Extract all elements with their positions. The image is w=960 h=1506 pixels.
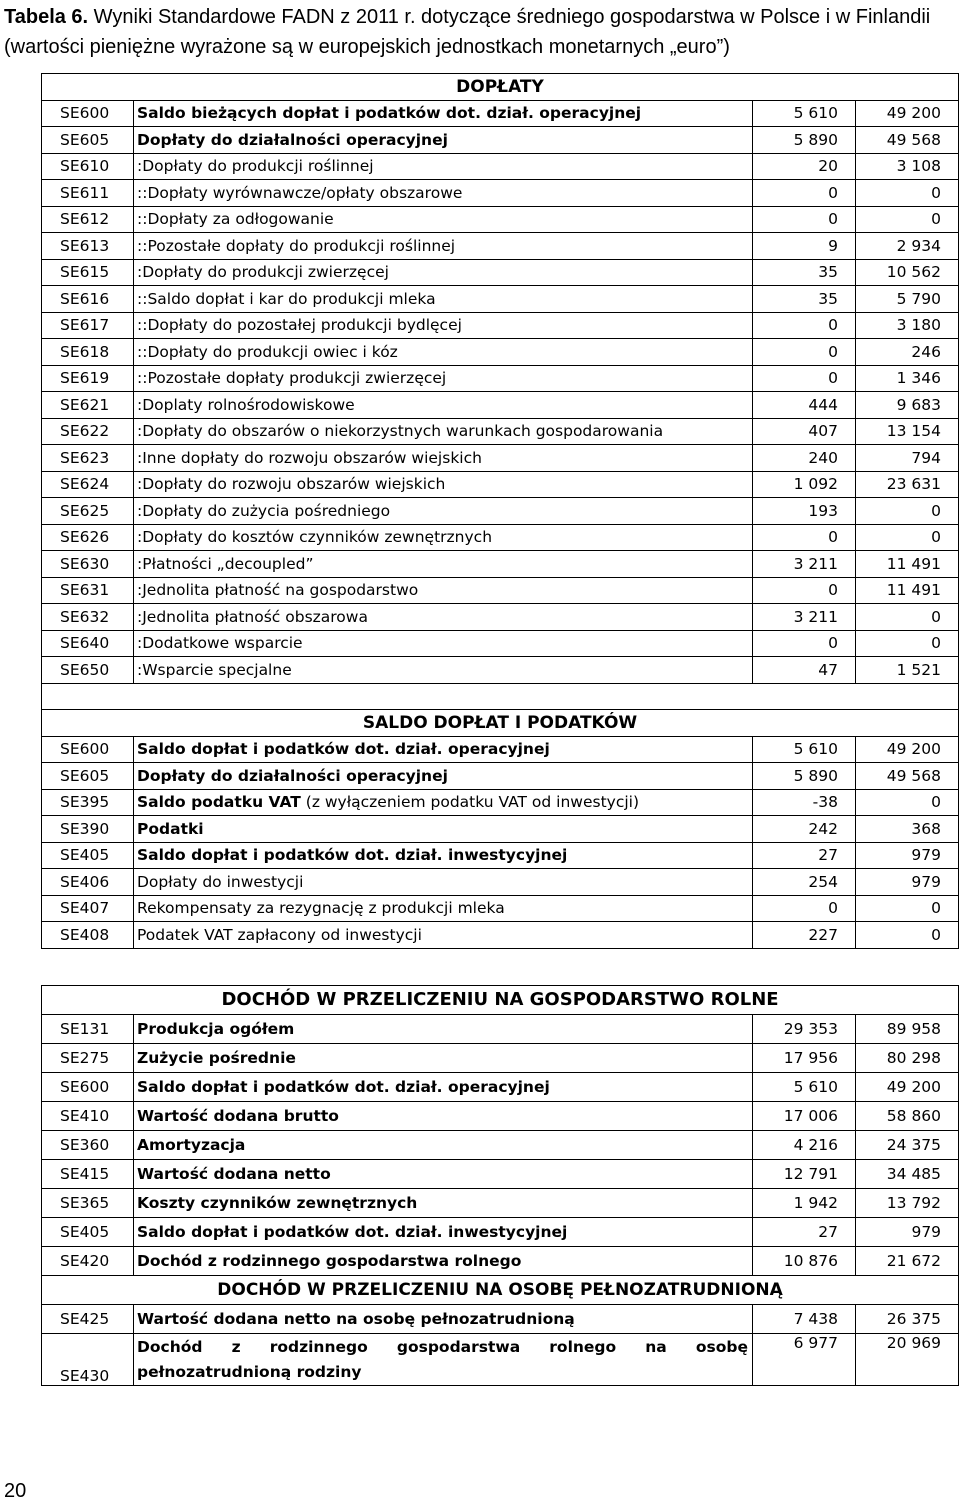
row-code: SE410 <box>42 1102 134 1131</box>
value-finland: 49 568 <box>856 127 959 154</box>
row-label <box>134 816 753 843</box>
row-code: SE615 <box>42 259 134 286</box>
row-code: SE395 <box>42 789 134 816</box>
row-label-text: :Dopłaty do obszarów o niekorzystnych warunkach gospodarowania <box>137 422 664 441</box>
row-label <box>134 524 753 551</box>
subsection-header <box>42 1276 959 1305</box>
table-row <box>42 1015 959 1044</box>
row-label <box>134 895 753 922</box>
row-code: SE632 <box>42 604 134 631</box>
row-label <box>134 1015 753 1044</box>
row-label-text: :Dopłaty do kosztów czynników zewnętrznych <box>137 528 493 547</box>
subsection-title: DOCHÓD W PRZELICZENIU NA OSOBĘ PEŁNOZATRUDNIONĄ <box>42 1276 959 1305</box>
row-label <box>134 127 753 154</box>
row-label <box>134 736 753 763</box>
row-label <box>134 604 753 631</box>
row-label <box>134 312 753 339</box>
section-header <box>42 74 959 101</box>
row-code: SE610 <box>42 153 134 180</box>
value-poland: 0 <box>753 524 856 551</box>
table-row <box>42 1073 959 1102</box>
value-poland: 240 <box>753 445 856 472</box>
value-finland: 1 521 <box>856 657 959 684</box>
row-label-text: Dopłaty do działalności operacyjnej <box>137 766 448 785</box>
row-code: SE618 <box>42 339 134 366</box>
table-row <box>42 180 959 207</box>
value-finland: 0 <box>856 922 959 949</box>
row-label-text: Dopłaty do działalności operacyjnej <box>137 130 448 149</box>
value-finland: 0 <box>856 206 959 233</box>
value-poland: 35 <box>753 259 856 286</box>
value-finland: 10 562 <box>856 259 959 286</box>
section-header <box>42 710 959 737</box>
row-label <box>134 1189 753 1218</box>
row-label <box>134 1160 753 1189</box>
row-code: SE425 <box>42 1305 134 1334</box>
section-header <box>42 986 959 1015</box>
value-poland: 5 610 <box>753 736 856 763</box>
caption-label: Tabela 6. <box>4 6 89 28</box>
row-label-text: :Doplaty rolnośrodowiskowe <box>137 395 355 414</box>
row-label-text: Wartość dodana netto na osobę pełnozatrudnioną <box>137 1310 575 1328</box>
row-code: SE631 <box>42 577 134 604</box>
table-row <box>42 312 959 339</box>
row-label-text: :Jednolita płatność obszarowa <box>137 607 368 626</box>
row-code: SE612 <box>42 206 134 233</box>
row-label-text: ::Dopłaty do pozostałej produkcji bydlęcej <box>137 316 462 335</box>
row-label <box>134 1218 753 1247</box>
value-poland: 17 006 <box>753 1102 856 1131</box>
row-label-text: Podatki <box>137 819 204 838</box>
value-poland: 12 791 <box>753 1160 856 1189</box>
value-poland: 0 <box>753 365 856 392</box>
row-label <box>134 153 753 180</box>
value-finland: 979 <box>856 869 959 896</box>
value-poland: 27 <box>753 1218 856 1247</box>
row-label <box>134 1334 753 1386</box>
value-poland: 444 <box>753 392 856 419</box>
row-label-text: :Wsparcie specjalne <box>137 660 292 679</box>
value-finland: 246 <box>856 339 959 366</box>
row-code: SE365 <box>42 1189 134 1218</box>
row-label-text: Produkcja ogółem <box>137 1020 295 1038</box>
subsidies-table <box>41 73 959 710</box>
value-poland: 29 353 <box>753 1015 856 1044</box>
row-label <box>134 1102 753 1131</box>
table-row <box>42 630 959 657</box>
row-label-text: :Dodatkowe wsparcie <box>137 634 303 653</box>
row-label <box>134 789 753 816</box>
value-poland: 193 <box>753 498 856 525</box>
table-row <box>42 1334 959 1386</box>
caption-text: Wyniki Standardowe FADN z 2011 r. dotyczące średniego gospodarstwa w Polsce i w Finlandii (wartości pieniężne wyrażone są w europejskich jednostkach monetarnych „euro”) <box>4 6 931 58</box>
value-poland: 0 <box>753 895 856 922</box>
row-label-text: Saldo dopłat i podatków dot. dział. inwestycyjnej <box>137 1223 568 1241</box>
value-poland: 10 876 <box>753 1247 856 1276</box>
table-row <box>42 524 959 551</box>
row-code: SE406 <box>42 869 134 896</box>
value-finland: 24 375 <box>856 1131 959 1160</box>
table-row <box>42 100 959 127</box>
row-label-text: :Dopłaty do produkcji roślinnej <box>137 157 374 176</box>
row-label <box>134 233 753 260</box>
value-finland: 49 200 <box>856 736 959 763</box>
value-finland: 979 <box>856 842 959 869</box>
row-label-text: :Dopłaty do produkcji zwierzęcej <box>137 263 389 282</box>
row-code: SE131 <box>42 1015 134 1044</box>
row-label-note: (z wyłączeniem podatku VAT od inwestycji) <box>300 793 640 812</box>
value-poland: 1 942 <box>753 1189 856 1218</box>
value-poland: 3 211 <box>753 551 856 578</box>
income-table <box>41 985 959 1386</box>
row-label-text: :Jednolita płatność na gospodarstwo <box>137 581 419 600</box>
row-code: SE600 <box>42 100 134 127</box>
table-row <box>42 789 959 816</box>
value-poland: 47 <box>753 657 856 684</box>
row-code: SE613 <box>42 233 134 260</box>
value-poland: 1 092 <box>753 471 856 498</box>
row-label-text: Saldo dopłat i podatków dot. dział. operacyjnej <box>137 740 550 759</box>
row-label <box>134 551 753 578</box>
row-label <box>134 418 753 445</box>
value-finland: 0 <box>856 524 959 551</box>
table-row <box>42 1102 959 1131</box>
table-row <box>42 498 959 525</box>
row-code: SE605 <box>42 127 134 154</box>
row-label-text: ::Dopłaty wyrównawcze/opłaty obszarowe <box>137 183 463 202</box>
row-label <box>134 259 753 286</box>
value-finland: 3 108 <box>856 153 959 180</box>
value-finland: 58 860 <box>856 1102 959 1131</box>
row-code: SE600 <box>42 1073 134 1102</box>
row-code: SE405 <box>42 1218 134 1247</box>
row-label-text: Saldo bieżących dopłat i podatków dot. dział. operacyjnej <box>137 104 642 123</box>
table-row <box>42 233 959 260</box>
row-label <box>134 365 753 392</box>
row-label-text: Podatek VAT zapłacony od inwestycji <box>137 925 422 944</box>
value-poland: 242 <box>753 816 856 843</box>
table-caption <box>4 2 959 62</box>
row-label <box>134 100 753 127</box>
row-label-text: Dochód z rodzinnego gospodarstwa rolnego <box>137 1252 522 1270</box>
value-finland: 11 491 <box>856 577 959 604</box>
row-label-text: Dopłaty do inwestycji <box>137 872 304 891</box>
value-poland: 0 <box>753 577 856 604</box>
row-code: SE605 <box>42 763 134 790</box>
row-label <box>134 869 753 896</box>
value-finland: 5 790 <box>856 286 959 313</box>
table-row <box>42 1247 959 1276</box>
row-label <box>134 657 753 684</box>
row-label <box>134 1131 753 1160</box>
value-poland: 27 <box>753 842 856 869</box>
value-finland: 0 <box>856 498 959 525</box>
table-row <box>42 1305 959 1334</box>
row-label <box>134 498 753 525</box>
value-poland: 7 438 <box>753 1305 856 1334</box>
value-finland: 0 <box>856 789 959 816</box>
table-row <box>42 153 959 180</box>
row-label <box>134 577 753 604</box>
value-finland: 0 <box>856 895 959 922</box>
value-poland: 0 <box>753 312 856 339</box>
row-label <box>134 1073 753 1102</box>
row-code: SE650 <box>42 657 134 684</box>
row-code: SE360 <box>42 1131 134 1160</box>
value-poland: 227 <box>753 922 856 949</box>
section-title: SALDO DOPŁAT I PODATKÓW <box>42 710 959 737</box>
table-row <box>42 869 959 896</box>
value-poland: 0 <box>753 180 856 207</box>
table-row <box>42 816 959 843</box>
table-row <box>42 339 959 366</box>
row-label-text: :Dopłaty do rozwoju obszarów wiejskich <box>137 475 446 494</box>
row-label-text: Zużycie pośrednie <box>137 1049 296 1067</box>
table-row <box>42 127 959 154</box>
row-label-text: :Dopłaty do zużycia pośredniego <box>137 501 391 520</box>
row-code: SE407 <box>42 895 134 922</box>
row-code: SE611 <box>42 180 134 207</box>
value-poland: 20 <box>753 153 856 180</box>
value-finland: 1 346 <box>856 365 959 392</box>
table-row <box>42 392 959 419</box>
row-label <box>134 922 753 949</box>
row-label <box>134 180 753 207</box>
value-poland: 5 890 <box>753 127 856 154</box>
value-poland: 4 216 <box>753 1131 856 1160</box>
value-poland: 254 <box>753 869 856 896</box>
table-row <box>42 1160 959 1189</box>
value-finland: 49 200 <box>856 100 959 127</box>
table-row <box>42 604 959 631</box>
row-code: SE408 <box>42 922 134 949</box>
row-label <box>134 630 753 657</box>
row-label <box>134 842 753 869</box>
row-label-text: Saldo dopłat i podatków dot. dział. operacyjnej <box>137 1078 550 1096</box>
row-code: SE390 <box>42 816 134 843</box>
row-code: SE405 <box>42 842 134 869</box>
value-finland: 979 <box>856 1218 959 1247</box>
table-row <box>42 842 959 869</box>
row-label <box>134 1044 753 1073</box>
value-finland: 368 <box>856 816 959 843</box>
table-row <box>42 763 959 790</box>
value-finland: 13 154 <box>856 418 959 445</box>
row-code: SE624 <box>42 471 134 498</box>
value-poland: 407 <box>753 418 856 445</box>
value-finland: 89 958 <box>856 1015 959 1044</box>
table-row <box>42 259 959 286</box>
value-finland: 21 672 <box>856 1247 959 1276</box>
value-poland: 17 956 <box>753 1044 856 1073</box>
value-finland: 9 683 <box>856 392 959 419</box>
page-number: 20 <box>4 1480 27 1502</box>
row-label <box>134 339 753 366</box>
value-poland: 0 <box>753 630 856 657</box>
value-finland: 49 200 <box>856 1073 959 1102</box>
row-code: SE619 <box>42 365 134 392</box>
blank-cell <box>42 683 959 710</box>
row-label-text: ::Dopłaty do produkcji owiec i kóz <box>137 342 398 361</box>
value-poland: 5 610 <box>753 1073 856 1102</box>
table-row <box>42 577 959 604</box>
value-poland: 35 <box>753 286 856 313</box>
row-label <box>134 1247 753 1276</box>
value-finland: 3 180 <box>856 312 959 339</box>
value-finland: 26 375 <box>856 1305 959 1334</box>
row-label <box>134 392 753 419</box>
value-finland: 11 491 <box>856 551 959 578</box>
table-row <box>42 471 959 498</box>
row-label-text: Saldo podatku VAT <box>137 793 301 812</box>
table-row <box>42 736 959 763</box>
value-finland: 13 792 <box>856 1189 959 1218</box>
row-code: SE600 <box>42 736 134 763</box>
row-label <box>134 763 753 790</box>
value-finland: 34 485 <box>856 1160 959 1189</box>
value-poland: 5 610 <box>753 100 856 127</box>
table-row <box>42 895 959 922</box>
row-label <box>134 206 753 233</box>
value-finland: 0 <box>856 604 959 631</box>
value-finland: 0 <box>856 630 959 657</box>
row-label-text: Wartość dodana netto <box>137 1165 331 1183</box>
row-code: SE630 <box>42 551 134 578</box>
table-row <box>42 922 959 949</box>
section-title: DOCHÓD W PRZELICZENIU NA GOSPODARSTWO ROLNE <box>42 986 959 1015</box>
row-label-text: :Inne dopłaty do rozwoju obszarów wiejskich <box>137 448 482 467</box>
row-label <box>134 445 753 472</box>
value-poland: 6 977 <box>753 1334 856 1386</box>
row-label-text: ::Dopłaty za odłogowanie <box>137 210 334 229</box>
table-row <box>42 445 959 472</box>
row-code: SE625 <box>42 498 134 525</box>
row-label-text: Wartość dodana brutto <box>137 1107 339 1125</box>
value-finland: 0 <box>856 180 959 207</box>
table-row <box>42 286 959 313</box>
row-label-text: ::Saldo dopłat i kar do produkcji mleka <box>137 289 436 308</box>
row-code: SE275 <box>42 1044 134 1073</box>
value-finland: 80 298 <box>856 1044 959 1073</box>
row-code: SE430 <box>42 1334 134 1386</box>
value-finland: 20 969 <box>856 1334 959 1386</box>
value-poland: 0 <box>753 206 856 233</box>
table-row <box>42 657 959 684</box>
row-code: SE640 <box>42 630 134 657</box>
row-label-text: Rekompensaty za rezygnację z produkcji mleka <box>137 899 505 918</box>
row-label-text: Amortyzacja <box>137 1136 246 1154</box>
row-code: SE623 <box>42 445 134 472</box>
row-label-text: Koszty czynników zewnętrznych <box>137 1194 418 1212</box>
table-row <box>42 1189 959 1218</box>
row-code: SE621 <box>42 392 134 419</box>
row-label-text: Saldo dopłat i podatków dot. dział. inwestycyjnej <box>137 846 568 865</box>
balance-table <box>41 709 959 949</box>
value-finland: 23 631 <box>856 471 959 498</box>
row-code: SE617 <box>42 312 134 339</box>
value-poland: -38 <box>753 789 856 816</box>
value-poland: 3 211 <box>753 604 856 631</box>
value-finland: 49 568 <box>856 763 959 790</box>
section-title: DOPŁATY <box>42 74 959 101</box>
row-code: SE616 <box>42 286 134 313</box>
row-label-text: ::Pozostałe dopłaty do produkcji roślinnej <box>137 236 456 255</box>
value-finland: 2 934 <box>856 233 959 260</box>
row-code: SE415 <box>42 1160 134 1189</box>
row-code: SE420 <box>42 1247 134 1276</box>
table-row <box>42 1044 959 1073</box>
table-row <box>42 206 959 233</box>
row-label <box>134 1305 753 1334</box>
blank-row <box>42 683 959 710</box>
row-label-text: ::Pozostałe dopłaty produkcji zwierzęcej <box>137 369 447 388</box>
value-poland: 5 890 <box>753 763 856 790</box>
table-row <box>42 365 959 392</box>
value-poland: 9 <box>753 233 856 260</box>
row-code: SE626 <box>42 524 134 551</box>
row-code: SE622 <box>42 418 134 445</box>
table-row <box>42 1218 959 1247</box>
value-finland: 794 <box>856 445 959 472</box>
row-label-text: :Płatności „decoupled” <box>137 554 314 573</box>
table-row <box>42 418 959 445</box>
row-label-text: Dochód z rodzinnego gospodarstwa rolnego na osobę pełnozatrudnioną rodziny <box>137 1337 748 1381</box>
table-row <box>42 551 959 578</box>
row-label <box>134 471 753 498</box>
value-poland: 0 <box>753 339 856 366</box>
table-row <box>42 1131 959 1160</box>
row-label <box>134 286 753 313</box>
